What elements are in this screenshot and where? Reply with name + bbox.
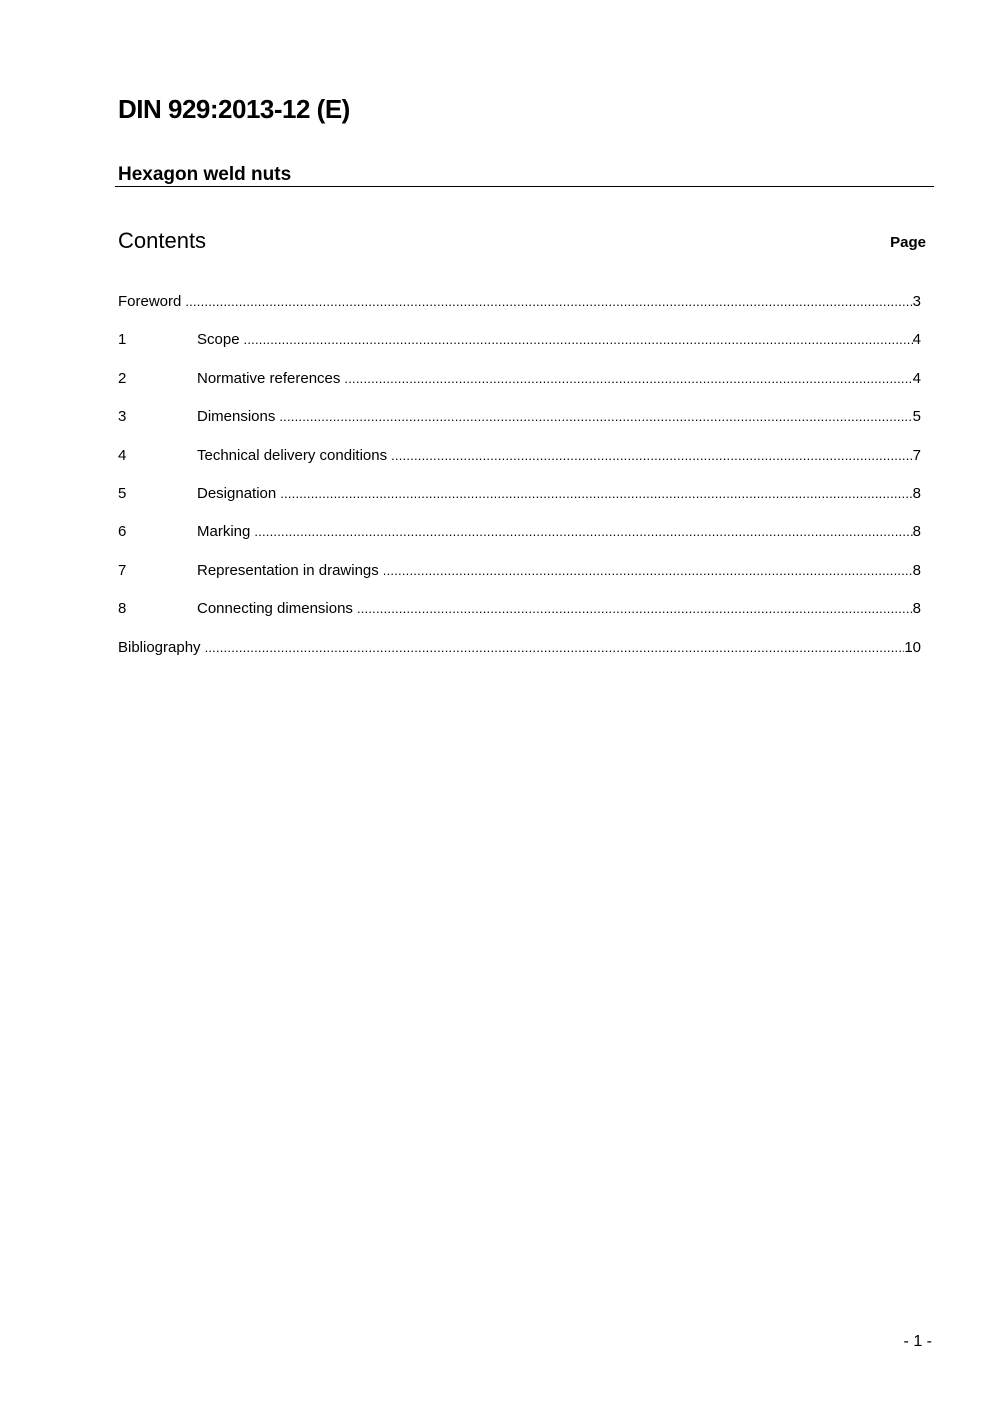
toc-dot-leader — [383, 561, 913, 581]
toc-entry-marking[interactable] — [118, 522, 921, 560]
toc-entry-title: Bibliography — [118, 638, 201, 656]
toc-dot-leader — [280, 484, 912, 504]
toc-dot-leader — [205, 638, 905, 658]
toc-entry-title: Connecting dimensions — [197, 600, 353, 618]
title-divider — [115, 186, 934, 187]
page-number: - 1 - — [903, 1333, 932, 1350]
toc-entry-title: Foreword — [118, 293, 182, 310]
toc-dot-leader — [344, 369, 912, 389]
toc-entry-title: Dimensions — [197, 408, 276, 426]
toc-dot-leader — [244, 330, 913, 350]
toc-entry-page: 4 — [912, 331, 921, 349]
toc-dot-leader — [279, 407, 912, 427]
contents-heading: Contents — [118, 228, 207, 253]
toc-entry-page: 10 — [904, 638, 921, 656]
toc-dot-leader — [254, 522, 912, 542]
toc-entry-page: 8 — [912, 600, 921, 618]
toc-dot-leader — [391, 446, 913, 466]
toc-entry-page: 8 — [912, 561, 921, 579]
toc-dot-leader — [357, 599, 913, 619]
document-number: DIN 929:2013-12 (E) — [118, 94, 350, 124]
table-of-contents — [118, 292, 921, 676]
toc-entry-page: 4 — [912, 369, 921, 387]
toc-entry-number: 3 — [118, 408, 127, 426]
toc-entry-title: Representation in drawings — [197, 561, 379, 579]
toc-entry-number: 1 — [118, 331, 127, 349]
toc-entry-technical-delivery-conditions[interactable] — [118, 446, 921, 484]
toc-entry-dimensions[interactable] — [118, 407, 921, 445]
toc-entry-foreword[interactable] — [118, 292, 921, 330]
toc-entry-designation[interactable] — [118, 484, 921, 522]
toc-entry-page: 8 — [912, 484, 921, 502]
toc-entry-number: 5 — [118, 484, 127, 502]
toc-entry-bibliography[interactable] — [118, 638, 921, 676]
toc-entry-scope[interactable] — [118, 330, 921, 368]
toc-entry-number: 6 — [118, 523, 127, 541]
toc-entry-title: Normative references — [197, 369, 341, 387]
toc-entry-page: 7 — [912, 446, 921, 464]
toc-entry-title: Designation — [197, 484, 277, 502]
toc-entry-page: 3 — [912, 293, 921, 310]
toc-entry-connecting-dimensions[interactable] — [118, 599, 921, 637]
toc-entry-page: 8 — [912, 523, 921, 541]
toc-entry-number: 7 — [118, 561, 127, 579]
toc-entry-number: 4 — [118, 446, 127, 464]
toc-entry-title: Technical delivery conditions — [197, 446, 388, 464]
toc-entry-number: 2 — [118, 369, 127, 387]
toc-entry-title: Marking — [197, 523, 251, 541]
toc-entry-title: Scope — [197, 331, 240, 349]
toc-entry-normative-references[interactable] — [118, 369, 921, 407]
page-column-label: Page — [890, 234, 926, 251]
toc-entry-page: 5 — [912, 408, 921, 426]
toc-dot-leader — [185, 292, 912, 312]
toc-entry-number: 8 — [118, 600, 127, 618]
document-subtitle: Hexagon weld nuts — [118, 164, 292, 185]
toc-entry-representation-in-drawings[interactable] — [118, 561, 921, 599]
